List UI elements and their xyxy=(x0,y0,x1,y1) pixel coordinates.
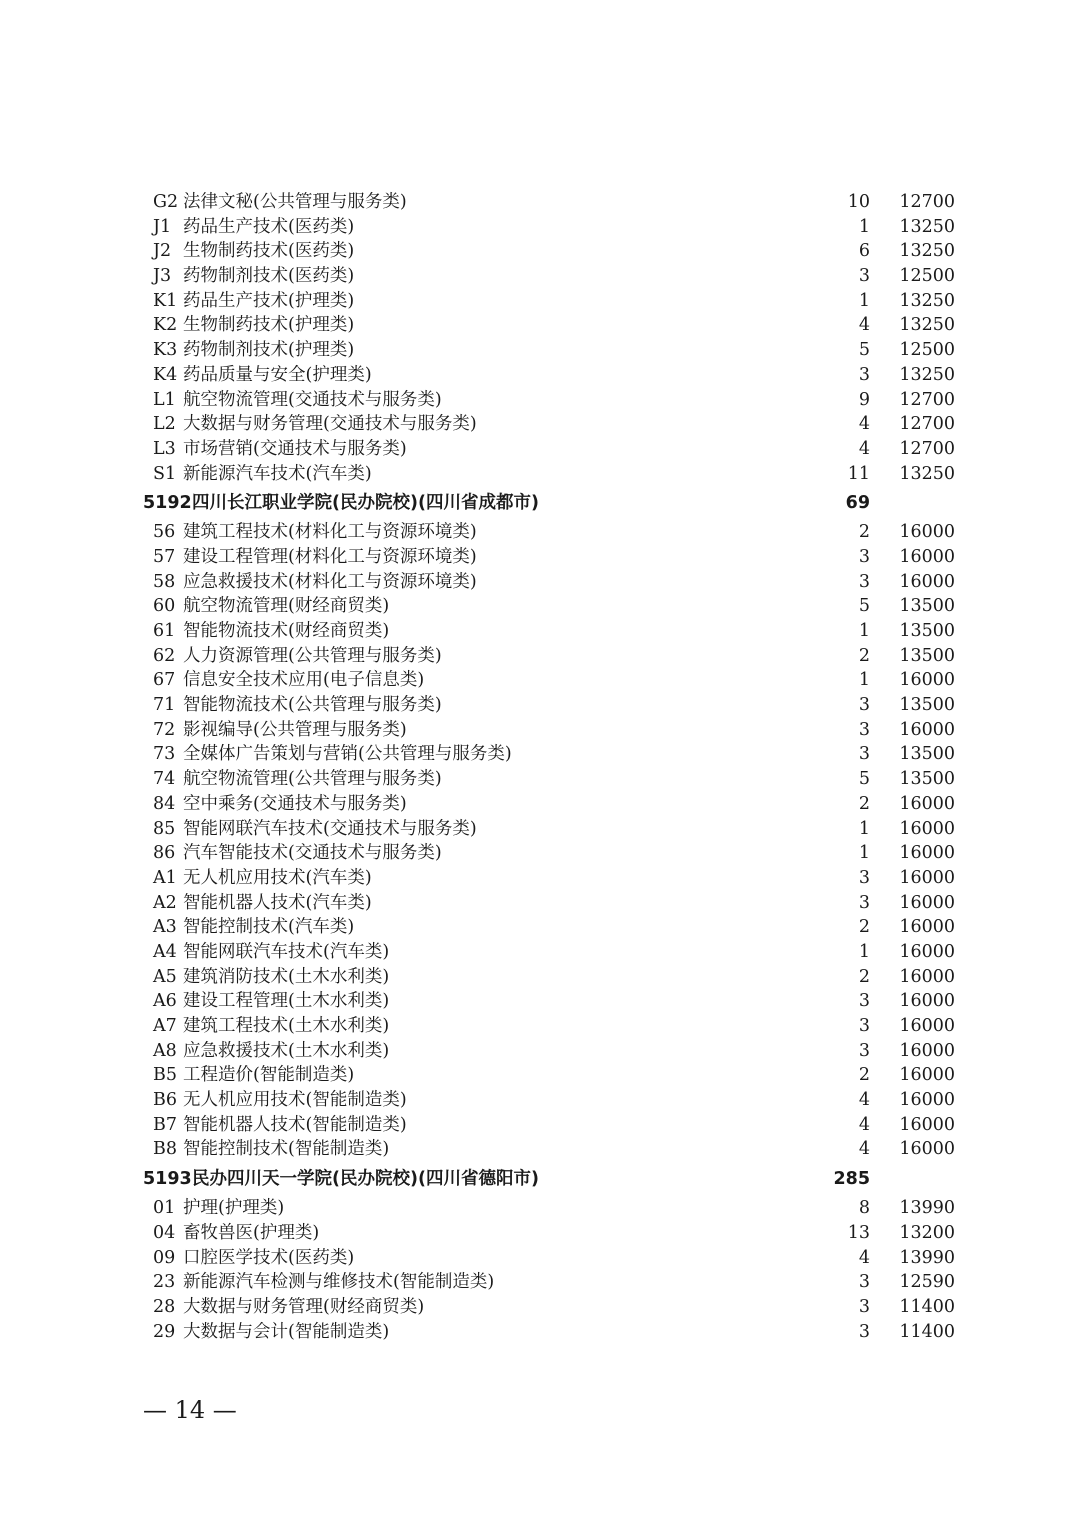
major-row xyxy=(0,915,1080,940)
fee-cell: 13500 xyxy=(899,645,955,666)
code-cell: 56 xyxy=(153,522,176,543)
fee-cell: 16000 xyxy=(899,941,955,962)
major-row xyxy=(0,570,1080,595)
name-cell: 民办四川天一学院(民办院校)(四川省德阳市) xyxy=(192,1169,539,1190)
name-cell: 药品质量与安全(护理类) xyxy=(183,364,372,385)
code-cell: J2 xyxy=(153,241,172,262)
name-cell: 空中乘务(交通技术与服务类) xyxy=(183,793,407,814)
name-cell: 航空物流管理(公共管理与服务类) xyxy=(183,769,442,790)
name-cell: 药品生产技术(医药类) xyxy=(183,216,355,237)
name-cell: 信息安全技术应用(电子信息类) xyxy=(183,670,425,691)
count-cell: 2 xyxy=(858,645,870,666)
count-cell: 3 xyxy=(858,1321,870,1342)
fee-cell: 12700 xyxy=(899,438,955,459)
code-cell: 09 xyxy=(153,1247,176,1268)
fee-cell: 13500 xyxy=(899,769,955,790)
code-cell: 04 xyxy=(153,1222,176,1243)
count-cell: 3 xyxy=(858,991,870,1012)
fee-cell: 16000 xyxy=(899,1114,955,1135)
count-cell: 3 xyxy=(858,364,870,385)
name-cell: 智能机器人技术(汽车类) xyxy=(183,892,372,913)
major-row xyxy=(0,313,1080,338)
major-row xyxy=(0,1014,1080,1039)
fee-cell: 16000 xyxy=(899,546,955,567)
major-row xyxy=(0,940,1080,965)
major-row xyxy=(0,1113,1080,1138)
name-cell: 生物制药技术(护理类) xyxy=(183,315,355,336)
major-row xyxy=(0,545,1080,570)
major-row xyxy=(0,594,1080,619)
name-cell: 建筑消防技术(土木水利类) xyxy=(183,966,390,987)
fee-cell: 16000 xyxy=(899,1016,955,1036)
major-row xyxy=(0,891,1080,916)
fee-cell: 13500 xyxy=(899,695,955,716)
fee-cell: 16000 xyxy=(899,818,955,839)
fee-cell: 13500 xyxy=(899,621,955,641)
count-cell: 9 xyxy=(858,389,870,410)
name-cell: 无人机应用技术(智能制造类) xyxy=(183,1090,407,1111)
name-cell: 市场营销(交通技术与服务类) xyxy=(183,438,407,459)
name-cell: 建筑工程技术(材料化工与资源环境类) xyxy=(183,522,477,543)
code-cell: A2 xyxy=(153,892,177,913)
major-row xyxy=(0,1063,1080,1088)
code-cell: B6 xyxy=(153,1090,177,1111)
count-cell: 4 xyxy=(858,315,870,336)
code-cell: A4 xyxy=(153,941,177,962)
major-row xyxy=(0,965,1080,990)
major-row xyxy=(0,1320,1080,1345)
fee-cell: 13500 xyxy=(899,744,955,765)
fee-cell: 16000 xyxy=(899,522,955,543)
code-cell: 23 xyxy=(153,1272,176,1293)
code-cell: J3 xyxy=(153,266,172,287)
count-cell: 5 xyxy=(858,596,870,617)
code-cell: 86 xyxy=(153,843,176,864)
name-cell: 新能源汽车检测与维修技术(智能制造类) xyxy=(183,1272,495,1293)
code-cell: 01 xyxy=(153,1198,176,1219)
name-cell: 智能机器人技术(智能制造类) xyxy=(183,1114,407,1135)
fee-cell: 16000 xyxy=(899,867,955,888)
code-cell: 58 xyxy=(153,571,176,592)
code-cell: A7 xyxy=(153,1016,177,1036)
name-cell: 航空物流管理(财经商贸类) xyxy=(183,596,390,617)
fee-cell: 13990 xyxy=(899,1198,955,1219)
major-row xyxy=(0,841,1080,866)
count-cell: 13 xyxy=(847,1222,870,1243)
name-cell: 药物制剂技术(医药类) xyxy=(183,266,355,287)
major-row xyxy=(0,388,1080,413)
major-row xyxy=(0,1270,1080,1295)
code-cell: A6 xyxy=(153,991,177,1012)
major-row xyxy=(0,1221,1080,1246)
fee-cell: 16000 xyxy=(899,991,955,1012)
count-cell: 1 xyxy=(858,290,870,311)
code-cell: L2 xyxy=(153,414,176,435)
major-row xyxy=(0,792,1080,817)
count-cell: 5 xyxy=(858,769,870,790)
count-cell: 5 xyxy=(858,340,870,361)
major-row xyxy=(0,742,1080,767)
count-cell: 6 xyxy=(858,241,870,262)
count-cell: 3 xyxy=(858,266,870,287)
major-row xyxy=(0,338,1080,363)
name-cell: 智能物流技术(公共管理与服务类) xyxy=(183,695,442,716)
code-cell: 5193 xyxy=(143,1169,192,1190)
fee-cell: 16000 xyxy=(899,793,955,814)
code-cell: L1 xyxy=(153,389,176,410)
fee-cell: 12500 xyxy=(899,340,955,361)
fee-cell: 13250 xyxy=(899,216,955,237)
name-cell: 应急救援技术(土木水利类) xyxy=(183,1040,390,1061)
fee-cell: 16000 xyxy=(899,1090,955,1111)
code-cell: S1 xyxy=(153,463,177,484)
count-cell: 3 xyxy=(858,1296,870,1317)
code-cell: 57 xyxy=(153,546,176,567)
fee-cell: 13990 xyxy=(899,1247,955,1268)
name-cell: 生物制药技术(医药类) xyxy=(183,241,355,262)
fee-cell: 11400 xyxy=(899,1296,955,1317)
fee-cell: 16000 xyxy=(899,1040,955,1061)
major-row xyxy=(0,462,1080,487)
fee-cell: 13250 xyxy=(899,463,955,484)
fee-cell: 16000 xyxy=(899,719,955,740)
count-cell: 3 xyxy=(858,1272,870,1293)
count-cell: 4 xyxy=(858,1114,870,1135)
major-row xyxy=(0,866,1080,891)
fee-cell: 13500 xyxy=(899,596,955,617)
name-cell: 智能网联汽车技术(汽车类) xyxy=(183,941,390,962)
count-cell: 3 xyxy=(858,892,870,913)
count-cell: 3 xyxy=(858,744,870,765)
name-cell: 新能源汽车技术(汽车类) xyxy=(183,463,372,484)
major-row xyxy=(0,1246,1080,1271)
major-row xyxy=(0,693,1080,718)
count-cell: 4 xyxy=(858,414,870,435)
major-row xyxy=(0,1137,1080,1162)
count-cell: 1 xyxy=(858,670,870,691)
major-row xyxy=(0,363,1080,388)
fee-cell: 16000 xyxy=(899,571,955,592)
major-row xyxy=(0,989,1080,1014)
major-row xyxy=(0,1295,1080,1320)
count-cell: 11 xyxy=(847,463,870,484)
code-cell: K2 xyxy=(153,315,178,336)
major-row xyxy=(0,644,1080,669)
code-cell: B7 xyxy=(153,1114,177,1135)
code-cell: K3 xyxy=(153,340,178,361)
count-cell: 3 xyxy=(858,1016,870,1036)
code-cell: 72 xyxy=(153,719,176,740)
count-cell: 4 xyxy=(858,438,870,459)
fee-cell: 13200 xyxy=(899,1222,955,1243)
name-cell: 工程造价(智能制造类) xyxy=(183,1065,355,1086)
code-cell: K1 xyxy=(153,290,178,311)
major-row xyxy=(0,412,1080,437)
major-row xyxy=(0,239,1080,264)
code-cell: A3 xyxy=(153,917,177,938)
name-cell: 药物制剂技术(护理类) xyxy=(183,340,355,361)
count-cell: 1 xyxy=(858,843,870,864)
count-cell: 1 xyxy=(858,941,870,962)
count-cell: 69 xyxy=(845,493,870,514)
count-cell: 2 xyxy=(858,966,870,987)
code-cell: 71 xyxy=(153,695,176,716)
major-row xyxy=(0,1039,1080,1064)
fee-cell: 13250 xyxy=(899,241,955,262)
code-cell: K4 xyxy=(153,364,178,385)
name-cell: 建设工程管理(土木水利类) xyxy=(183,991,390,1012)
count-cell: 2 xyxy=(858,917,870,938)
count-cell: 1 xyxy=(858,818,870,839)
count-cell: 4 xyxy=(858,1139,870,1160)
name-cell: 智能控制技术(汽车类) xyxy=(183,917,355,938)
name-cell: 人力资源管理(公共管理与服务类) xyxy=(183,645,442,666)
school-header-row xyxy=(0,1162,1080,1196)
name-cell: 大数据与财务管理(交通技术与服务类) xyxy=(183,414,477,435)
code-cell: 67 xyxy=(153,670,176,691)
major-row xyxy=(0,289,1080,314)
major-row xyxy=(0,437,1080,462)
major-row xyxy=(0,718,1080,743)
school-header-row xyxy=(0,486,1080,520)
major-row xyxy=(0,1088,1080,1113)
code-cell: B8 xyxy=(153,1139,177,1160)
fee-cell: 13250 xyxy=(899,290,955,311)
major-row xyxy=(0,619,1080,644)
fee-cell: 16000 xyxy=(899,1065,955,1086)
page-number: — 14 — xyxy=(143,1396,237,1424)
major-row xyxy=(0,264,1080,289)
name-cell: 药品生产技术(护理类) xyxy=(183,290,355,311)
code-cell: J1 xyxy=(153,216,172,237)
major-row xyxy=(0,1196,1080,1221)
fee-cell: 12700 xyxy=(899,414,955,435)
major-row xyxy=(0,767,1080,792)
code-cell: 73 xyxy=(153,744,176,765)
code-cell: 61 xyxy=(153,621,176,641)
major-row xyxy=(0,668,1080,693)
code-cell: 28 xyxy=(153,1296,176,1317)
code-cell: 60 xyxy=(153,596,176,617)
count-cell: 8 xyxy=(858,1198,870,1219)
code-cell: 29 xyxy=(153,1321,176,1342)
fee-cell: 16000 xyxy=(899,670,955,691)
code-cell: B5 xyxy=(153,1065,177,1086)
fee-cell: 12700 xyxy=(899,192,955,212)
count-cell: 3 xyxy=(858,867,870,888)
name-cell: 全媒体广告策划与营销(公共管理与服务类) xyxy=(183,744,512,765)
count-cell: 10 xyxy=(847,192,870,212)
fee-cell: 12590 xyxy=(899,1272,955,1293)
count-cell: 1 xyxy=(858,216,870,237)
code-cell: A5 xyxy=(153,966,177,987)
name-cell: 大数据与财务管理(财经商贸类) xyxy=(183,1296,425,1317)
count-cell: 3 xyxy=(858,719,870,740)
count-cell: 3 xyxy=(858,1040,870,1061)
name-cell: 建筑工程技术(土木水利类) xyxy=(183,1016,390,1036)
count-cell: 285 xyxy=(833,1169,870,1190)
count-cell: 2 xyxy=(858,1065,870,1086)
major-row xyxy=(0,215,1080,240)
count-cell: 4 xyxy=(858,1090,870,1111)
code-cell: 85 xyxy=(153,818,176,839)
name-cell: 无人机应用技术(汽车类) xyxy=(183,867,372,888)
name-cell: 智能控制技术(智能制造类) xyxy=(183,1139,390,1160)
name-cell: 大数据与会计(智能制造类) xyxy=(183,1321,390,1342)
count-cell: 3 xyxy=(858,695,870,716)
name-cell: 智能网联汽车技术(交通技术与服务类) xyxy=(183,818,477,839)
code-cell: A1 xyxy=(153,867,177,888)
count-cell: 3 xyxy=(858,546,870,567)
name-cell: 航空物流管理(交通技术与服务类) xyxy=(183,389,442,410)
name-cell: 四川长江职业学院(民办院校)(四川省成都市) xyxy=(192,493,539,514)
major-row xyxy=(0,520,1080,545)
fee-cell: 16000 xyxy=(899,843,955,864)
name-cell: 畜牧兽医(护理类) xyxy=(183,1222,320,1243)
fee-cell: 12700 xyxy=(899,389,955,410)
fee-cell: 12500 xyxy=(899,266,955,287)
name-cell: 建设工程管理(材料化工与资源环境类) xyxy=(183,546,477,567)
fee-cell: 16000 xyxy=(899,966,955,987)
code-cell: 5192 xyxy=(143,493,192,514)
count-cell: 1 xyxy=(858,621,870,641)
fee-cell: 16000 xyxy=(899,917,955,938)
code-cell: G2 xyxy=(153,192,179,212)
code-cell: 74 xyxy=(153,769,176,790)
name-cell: 汽车智能技术(交通技术与服务类) xyxy=(183,843,442,864)
code-cell: A8 xyxy=(153,1040,177,1061)
name-cell: 法律文秘(公共管理与服务类) xyxy=(183,192,407,212)
count-cell: 2 xyxy=(858,522,870,543)
name-cell: 应急救援技术(材料化工与资源环境类) xyxy=(183,571,477,592)
code-cell: 84 xyxy=(153,793,176,814)
fee-cell: 13250 xyxy=(899,315,955,336)
name-cell: 口腔医学技术(医药类) xyxy=(183,1247,355,1268)
name-cell: 影视编导(公共管理与服务类) xyxy=(183,719,407,740)
code-cell: 62 xyxy=(153,645,176,666)
fee-cell: 11400 xyxy=(899,1321,955,1342)
name-cell: 护理(护理类) xyxy=(183,1198,285,1219)
count-cell: 4 xyxy=(858,1247,870,1268)
fee-cell: 16000 xyxy=(899,1139,955,1160)
count-cell: 2 xyxy=(858,793,870,814)
fee-cell: 16000 xyxy=(899,892,955,913)
count-cell: 3 xyxy=(858,571,870,592)
major-row xyxy=(0,190,1080,215)
code-cell: L3 xyxy=(153,438,176,459)
fee-cell: 13250 xyxy=(899,364,955,385)
name-cell: 智能物流技术(财经商贸类) xyxy=(183,621,390,641)
enrollment-table xyxy=(0,190,1080,1344)
major-row xyxy=(0,817,1080,842)
